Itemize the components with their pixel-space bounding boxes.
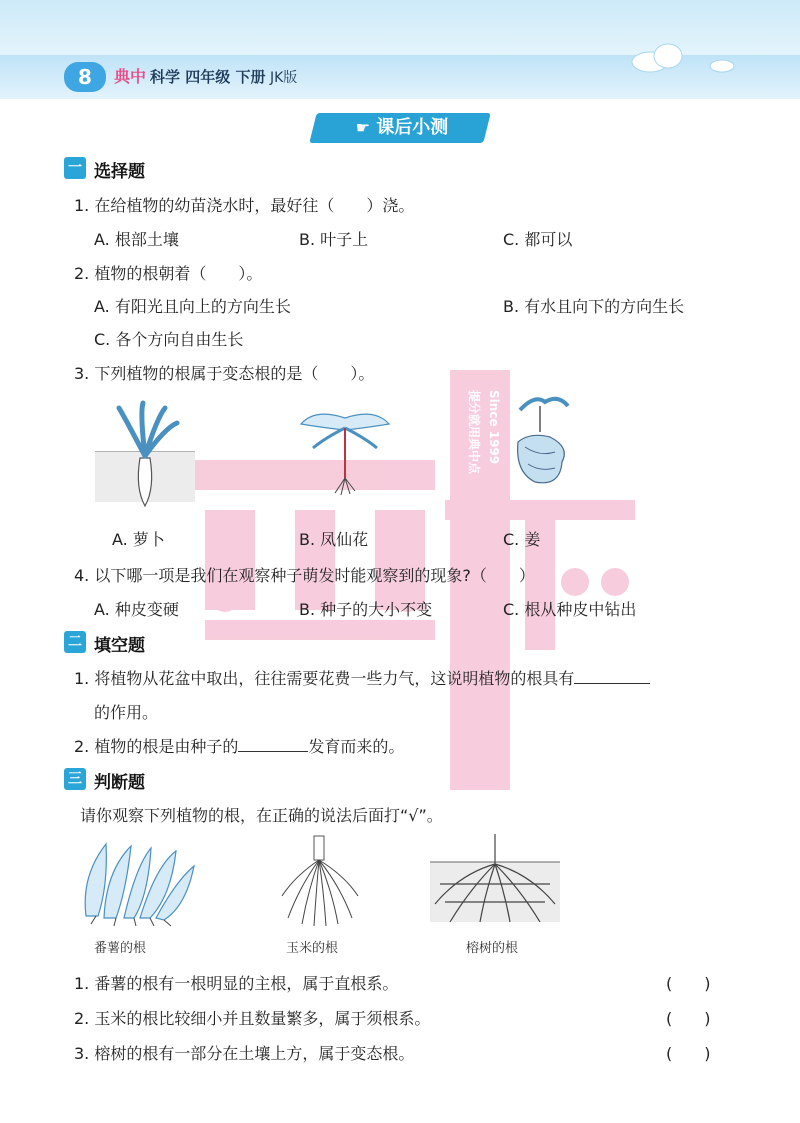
balsam-illustration	[295, 398, 395, 498]
judge-statement-2: 2. 玉米的根比较细小并且数量繁多，属于须根系。	[74, 1009, 431, 1028]
q1-2-option-c[interactable]: C. 各个方向自由生长	[94, 330, 244, 349]
question-1-2: 2. 植物的根朝着（ ）。	[74, 264, 263, 283]
judge-answer-2[interactable]: ( )	[666, 1009, 711, 1028]
pointing-hand-icon: ☛	[355, 118, 371, 137]
fill-blank-1[interactable]	[574, 682, 650, 684]
section3-number: 三	[64, 768, 86, 790]
section3-title: 判断题	[94, 773, 145, 793]
section-banner-title: ☛ 课后小测	[355, 117, 449, 138]
q1-1-option-a[interactable]: A. 根部土壤	[94, 230, 179, 249]
sweet-potato-root-illustration	[76, 836, 196, 926]
fill-question-2: 2. 植物的根是由种子的 发育而来的。	[74, 737, 405, 756]
page-number: 8	[64, 62, 106, 92]
section2-number: 二	[64, 631, 86, 653]
question-1-3: 3. 下列植物的根属于变态根的是（ ）。	[74, 364, 375, 383]
question-1-4: 4. 以下哪一项是我们在观察种子萌发时能观察到的现象?（ ）	[74, 566, 535, 585]
watermark-text-since: Since 1999	[487, 390, 501, 465]
q1-3-option-b[interactable]: B. 凤仙花	[299, 530, 369, 549]
judge-statement-1: 1. 番薯的根有一根明显的主根，属于直根系。	[74, 974, 399, 993]
section1-number: 一	[64, 157, 86, 179]
q1-4-option-c[interactable]: C. 根从种皮中钻出	[503, 600, 637, 619]
question-1-1: 1. 在给植物的幼苗浇水时，最好往（ ）浇。	[74, 196, 415, 215]
q1-3-option-a[interactable]: A. 萝卜	[112, 530, 165, 549]
book-edition: JK版	[270, 70, 298, 86]
cloud-icon	[630, 40, 750, 80]
fill-question-1: 1. 将植物从花盆中取出，往往需要花费一些力气，这说明植物的根具有	[74, 666, 650, 689]
watermark-text-slogan: 提分就用典中点	[467, 390, 481, 475]
judge-answer-1[interactable]: ( )	[666, 974, 711, 993]
ginger-illustration	[500, 392, 580, 492]
caption-banyan: 榕树的根	[466, 941, 519, 956]
brand-logo: 典中	[114, 67, 147, 86]
judge-statement-3: 3. 榕树的根有一部分在土壤上方，属于变态根。	[74, 1044, 415, 1063]
q1-4-option-b[interactable]: B. 种子的大小不变	[299, 600, 433, 619]
q1-2-option-a[interactable]: A. 有阳光且向上的方向生长	[94, 297, 291, 316]
caption-sweet-potato: 番薯的根	[94, 941, 147, 956]
judge-answer-3[interactable]: ( )	[666, 1044, 711, 1063]
corn-root-illustration	[280, 836, 360, 926]
q1-2-option-b[interactable]: B. 有水且向下的方向生长	[503, 297, 685, 316]
fill-question-1-cont: 的作用。	[94, 703, 159, 722]
book-title: 科学 四年级 下册	[150, 68, 266, 86]
caption-corn: 玉米的根	[286, 941, 339, 956]
q1-1-option-c[interactable]: C. 都可以	[503, 230, 573, 249]
section2-title: 填空题	[94, 636, 145, 656]
judge-instruction: 请你观察下列植物的根，在正确的说法后面打“√”。	[80, 806, 443, 825]
banyan-root-illustration	[430, 834, 560, 926]
fill-blank-2[interactable]	[238, 750, 308, 752]
q1-1-option-b[interactable]: B. 叶子上	[299, 230, 369, 249]
section1-title: 选择题	[94, 162, 145, 182]
q1-3-option-c[interactable]: C. 姜	[503, 530, 541, 549]
q1-4-option-a[interactable]: A. 种皮变硬	[94, 600, 179, 619]
radish-illustration	[95, 398, 195, 508]
